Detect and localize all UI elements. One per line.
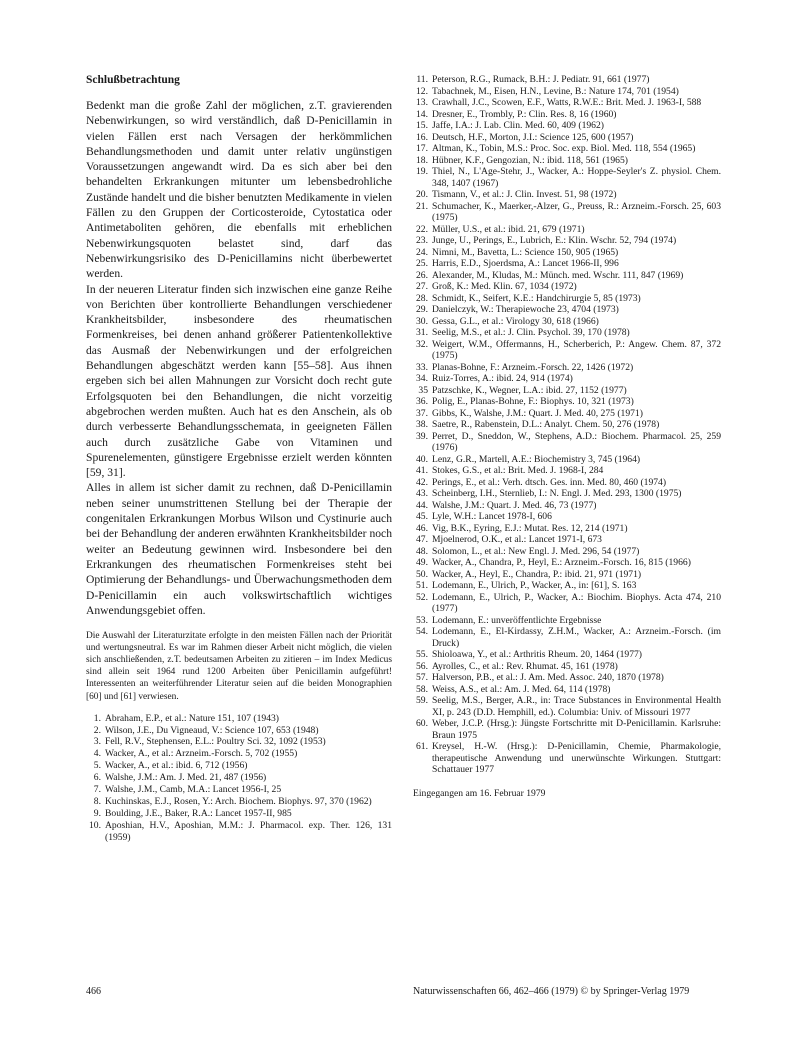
reference-number: 16. [416,131,428,143]
reference-number: 27. [416,281,428,292]
reference-number: 21. [416,200,428,212]
reference-text: Stokes, G.S., et al.: Brit. Med. J. 1968-I, 284 [432,465,604,476]
reference-number: 44. [416,499,428,511]
reference-number: 35 [418,384,428,396]
reference-number: 31. [416,327,428,338]
reference-item [413,235,721,247]
body-paragraph-3: Alles in allem ist sicher damit zu rechnen, daß D-Penicillamin neben seiner unumstrittenen Stellung bei der Therapie der congenitalen Erkrankungen Morbus Wilson und Cystinurie auch bei der Behandlung der anderen erwähnten Krankheitsbilder noch weiter an Bedeutung gewinnen wird. Insbesondere bei den Erkrankungen des rheumatischen Formenkreises steht bei Optimierung der Behandlungs- und Überwachungsmethoden dem D-Penicillamin ein auch volkswirtschaftlich wichtiges Anwendungsgebiet offen. [86,481,392,617]
reference-number: 45. [416,511,428,522]
reference-number: 26. [416,269,428,281]
reference-item [86,736,392,748]
reference-number: 54. [416,626,428,637]
reference-text: Vig, B.K., Eyring, E.J.: Mutat. Res. 12, 214 (1971) [432,522,628,534]
reference-text: Walshe, J.M.: Quart. J. Med. 46, 73 (1977) [432,499,597,511]
reference-text: Danielczyk, W.: Therapiewoche 23, 4704 (1973) [432,304,619,315]
reference-number: 13. [416,97,428,108]
reference-number: 48. [416,545,428,557]
reference-item [86,784,392,796]
reference-number: 53. [416,614,428,626]
reference-text: Walshe, J.M.: Am. J. Med. 21, 487 (1956) [105,772,267,784]
reference-number: 8. [93,796,101,807]
reference-item [413,431,721,454]
reference-item [413,408,721,420]
reference-number: 19. [416,166,428,177]
reference-number: 52. [416,591,428,603]
reference-item [86,748,392,760]
reference-number: 43. [416,488,428,499]
reference-item [413,546,721,558]
reference-item [413,477,721,489]
reference-text: Schmidt, K., Seifert, K.E.: Handchirurgie 5, 85 (1973) [432,292,641,304]
reference-number: 20. [416,189,428,200]
reference-text: Junge, U., Perings, E., Lubrich, E.: Klin. Wschr. 52, 794 (1974) [432,235,677,246]
reference-text: Weigert, W.M., Offermanns, H., Scherberich, P.: Angew. Chem. 87, 372 (1975) [432,338,721,361]
reference-number: 37. [416,407,428,419]
reference-text: Lyle, W.H.: Lancet 1978-I, 606 [432,511,552,522]
reference-text: Lodemann, E., El-Kirdassy, Z.H.M., Wacker, A.: Arzneim.-Forsch. (im Druck) [432,626,721,649]
reference-number: 40. [416,453,428,465]
reference-item [413,569,721,581]
reference-item [413,293,721,305]
reference-text: Lenz, G.R., Martell, A.E.: Biochemistry 3, 745 (1964) [432,453,641,465]
reference-text: Aposhian, H.V., Aposhian, M.M.: J. Pharmacol. exp. Ther. 126, 131 (1959) [105,819,392,843]
reference-number: 18. [416,154,428,166]
reference-item [413,695,721,718]
reference-number: 39. [416,430,428,442]
body-paragraph-1: Bedenkt man die große Zahl der möglichen, z.T. gravierenden Nebenwirkungen, so wird verständlich, daß D-Penicillamin in vielen Fällen erst nach Versagen der herkömmlichen Behandlungsmethoden und damit unter relativ ungünstigen Voraussetzungen angewandt wird. Da es sich aber bei den behandelten Erkrankungen mitunter um lebensbedrohliche Zustände handelt und die bisher benutzten Medikamente in vielen Fällen zu den Gruppen der Corticosteroide, Cytostatica oder Antimetaboliten gehören, die ebenfalls mit erheblichen Nebenwirkungsquoten belastet sind, darf das Nebenwirkungsrisiko des D-Penicillamins nicht überbewertet werden. [86,99,392,281]
reference-text: Alexander, M., Kludas, M.: Münch. med. Wschr. 111, 847 (1969) [432,269,684,281]
reference-item [413,373,721,385]
reference-text: Harris, E.D., Sjoerdsma, A.: Lancet 1966-II, 996 [432,258,619,269]
reference-item [86,796,392,808]
left-column [86,74,392,844]
reference-text: Ayrolles, C., et al.: Rev. Rhumat. 45, 161 (1978) [432,660,618,672]
reference-number: 36. [416,396,428,407]
reference-item [86,808,392,820]
reference-item [413,684,721,696]
reference-item [413,465,721,477]
reference-number: 10. [89,819,101,831]
reference-item [413,718,721,741]
reference-text: Wacker, A., Heyl, E., Chandra, P.: ibid. 21, 971 (1971) [432,568,642,580]
reference-item [413,304,721,316]
reference-text: Mjoelnerod, O.K., et al.: Lancet 1971-I, 673 [432,534,602,545]
reference-item [86,772,392,784]
reference-number: 22. [416,223,428,235]
reference-number: 28. [416,292,428,304]
reference-number: 25. [416,258,428,269]
reference-item [413,109,721,121]
reference-text: Wilson, J.E., Du Vigneaud, V.: Science 107, 653 (1948) [105,724,319,736]
reference-text: Schumacher, K., Maerker,-Alzer, G., Preuss, R.: Arzneim.-Forsch. 25, 603 (1975) [432,200,721,223]
reference-text: Fell, R.V., Stephensen, E.L.: Poultry Sci. 32, 1092 (1953) [105,736,326,748]
reference-text: Shioloawa, Y., et al.: Arthritis Rheum. 20, 1464 (1977) [432,649,642,660]
reference-text: Gessa, G.L., et al.: Virology 30, 618 (1966) [432,315,599,327]
reference-number: 33. [416,361,428,373]
reference-text: Hübner, K.F., Gengozian, N.: ibid. 118, 561 (1965) [432,154,628,166]
reference-number: 14. [416,108,428,120]
reference-text: Gibbs, K., Walshe, J.M.: Quart. J. Med. 40, 275 (1971) [432,407,643,419]
reference-item [413,649,721,661]
reference-item [413,741,721,776]
reference-number: 23. [416,235,428,246]
reference-item [413,454,721,466]
reference-item [413,166,721,189]
reference-item [86,820,392,844]
reference-item [413,488,721,500]
reference-number: 50. [416,568,428,580]
reference-item [413,672,721,684]
reference-number: 46. [416,522,428,534]
reference-text: Halverson, P.B., et al.: J. Am. Med. Assoc. 240, 1870 (1978) [432,672,664,683]
reference-text: Dresner, E., Trombly, P.: Clin. Res. 8, 16 (1960) [432,108,617,120]
reference-text: Planas-Bohne, F.: Arzneim.-Forsch. 22, 1426 (1972) [432,361,634,373]
reference-item [413,626,721,649]
reference-number: 9. [93,807,101,819]
reference-item [413,281,721,293]
reference-number: 12. [416,85,428,97]
reference-text: Groß, K.: Med. Klin. 67, 1034 (1972) [432,281,577,292]
reference-item [413,534,721,546]
reference-list-left [86,713,392,844]
reference-item [413,86,721,98]
reference-text: Scheinberg, I.H., Sternlieb, I.: N. Engl. J. Med. 293, 1300 (1975) [432,488,682,499]
reference-number: 58. [416,683,428,695]
reference-text: Wacker, A., Chandra, P., Heyl, E.: Arzneim.-Forsch. 16, 815 (1966) [432,557,691,568]
reference-text: Perings, E., et al.: Verh. dtsch. Ges. inn. Med. 80, 460 (1974) [432,476,667,488]
reference-number: 6. [93,772,101,784]
reference-text: Peterson, R.G., Rumack, B.H.: J. Pediatr. 91, 661 (1977) [432,74,650,85]
reference-item [413,224,721,236]
reference-number: 3. [93,736,101,748]
reference-number: 38. [416,419,428,430]
reference-text: Thiel, N., L'Age-Stehr, J., Wacker, A.: Hoppe-Seyler's Z. physiol. Chem. 348, 1407 (1967) [432,166,721,189]
reference-number: 29. [416,304,428,315]
reference-item [413,557,721,569]
reference-text: Lodemann, E., Ulrich, P., Wacker, A., in: [61], S. 163 [432,580,637,591]
reference-text: Boulding, J.E., Baker, R.A.: Lancet 1957-II, 985 [105,807,292,819]
reference-text: Kuchinskas, E.J., Rosen, Y.: Arch. Biochem. Biophys. 97, 370 (1962) [105,796,372,807]
reference-number: 51. [416,580,428,591]
reference-number: 49. [416,557,428,568]
reference-item [413,97,721,109]
reference-number: 42. [416,476,428,488]
reference-text: Müller, U.S., et al.: ibid. 21, 679 (1971) [432,223,585,235]
reference-item [413,615,721,627]
reference-item [86,713,392,725]
reference-item [413,500,721,512]
reference-text: Saetre, R., Rabenstein, D.L.: Analyt. Chem. 50, 276 (1978) [432,419,660,430]
reference-text: Tabachnek, M., Eisen, H.N., Levine, B.: Nature 174, 701 (1954) [432,85,679,97]
journal-citation: Naturwissenschaften 66, 462–466 (1979) © by Springer-Verlag 1979 [413,986,690,997]
reference-text: Abraham, E.P., et al.: Nature 151, 107 (1943) [105,712,279,724]
reference-item [413,385,721,397]
reference-number: 2. [93,724,101,736]
reference-item [413,339,721,362]
reference-number: 60. [416,718,428,729]
reference-number: 11. [416,74,428,85]
reference-text: Ruiz-Torres, A.: ibid. 24, 914 (1974) [432,373,573,384]
reference-item [413,511,721,523]
received-date: Eingegangen am 16. Februar 1979 [413,787,546,799]
reference-item [413,189,721,201]
reference-number: 59. [416,695,428,706]
reference-item [413,247,721,259]
reference-number: 4. [93,748,101,760]
reference-number: 55. [416,649,428,660]
reference-item [413,270,721,282]
reference-text: Walshe, J.M., Camb, M.A.: Lancet 1956-I, 25 [105,784,282,796]
reference-number: 34. [416,373,428,384]
reference-item [413,592,721,615]
reference-item [86,725,392,737]
reference-text: Altman, K., Tobin, M.S.: Proc. Soc. exp. Biol. Med. 118, 554 (1965) [432,143,696,154]
reference-text: Polig, E., Planas-Bohne, F.: Biophys. 10, 321 (1973) [432,396,634,407]
reference-item [413,661,721,673]
reference-text: Perret, D., Sneddon, W., Stephens, A.D.: Biochem. Pharmacol. 25, 259 (1976) [432,430,721,453]
right-column [413,74,721,799]
reference-number: 32. [416,338,428,350]
reference-text: Solomon, L., et al.: New Engl. J. Med. 296, 54 (1977) [432,545,640,557]
reference-text: Lodemann, E.: unveröffentlichte Ergebnisse [432,614,602,626]
reference-number: 15. [416,120,428,131]
reference-item [413,327,721,339]
reference-text: Seelig, M.S., Berger, A.R., in: Trace Substances in Environmental Health XI, p. 243 (D.D. Hemphill, ed.). Columbia: Univ. of Missouri 1977 [432,695,721,718]
reference-text: Tismann, V., et al.: J. Clin. Invest. 51, 98 (1972) [432,189,617,200]
reference-text: Crawhall, J.C., Scowen, E.F., Watts, R.W.E.: Brit. Med. J. 1963-I, 588 [432,97,702,108]
reference-item [413,155,721,167]
reference-item [413,523,721,535]
reference-item [413,201,721,224]
reference-text: Kreysel, H.-W. (Hrsg.): D-Penicillamin, Chemie, Pharmakologie, therapeutische Anwendung und unerwünschte Wirkungen. Stuttgart: Schattauer 1977 [432,741,721,775]
reference-item [413,396,721,408]
reference-text: Weber, J.C.P. (Hrsg.): Jüngste Fortschritte mit D-Penicillamin. Karlsruhe: Braun 1975 [432,718,721,741]
reference-number: 17. [416,143,428,154]
reference-number: 61. [416,741,428,752]
reference-item [413,132,721,144]
reference-item [413,419,721,431]
reference-text: Wacker, A., et al.: ibid. 6, 712 (1956) [105,760,248,772]
reference-text: Wacker, A., et al.: Arzneim.-Forsch. 5, 702 (1955) [105,748,298,760]
reference-text: Nimni, M., Bavetta, L.: Science 150, 905 (1965) [432,246,619,258]
reference-text: Jaffe, I.A.: J. Lab. Clin. Med. 60, 409 (1962) [432,120,604,131]
reference-number: 47. [416,534,428,545]
body-paragraph-2: In der neueren Literatur finden sich inzwischen eine ganze Reihe von Berichten über kontrollierte Behandlungen verschiedener Krankheitsbilder, insbesondere des rheumatischen Formenkreises, bei denen anhand größerer Patientenkollektive das Ausmaß der Nebenwirkungen und der erfolgreichen Behandlungen abgeschätzt werden kann [55–58]. Aus ihnen ergeben sich bei allen Mahnungen zur Vorsicht doch recht gute Erfolgsquoten bei den Behandlungen, die nicht vorzeitig abgebrochen werden mußten. Auch hat es den Anschein, als ob durch verbesserte Behandlungsschemata, in geeigneten Fällen auch durch zusätzliche Gabe von Vitaminen und Spurenelementen, günstigere Ergebnisse erzielt werden könnten [59, 31]. [86,282,392,480]
reference-item [413,580,721,592]
reference-item [413,316,721,328]
reference-item [413,120,721,132]
reference-item [413,362,721,374]
reference-item [86,760,392,772]
reference-text: Weiss, A.S., et al.: Am. J. Med. 64, 114 (1978) [432,683,611,695]
reference-number: 41. [416,465,428,476]
reference-item [413,143,721,155]
reference-number: 24. [416,246,428,258]
section-heading: Schlußbetrachtung [86,74,180,86]
reference-number: 1. [93,712,101,724]
reference-list-right [413,74,721,776]
reference-text: Lodemann, E., Ulrich, P., Wacker, A.: Biochim. Biophys. Acta 474, 210 (1977) [432,591,721,614]
reference-text: Patzschke, K., Wegner, L.A.: ibid. 27, 1152 (1977) [432,384,627,396]
reference-text: Deutsch, H.F., Morton, J.I.: Science 125, 600 (1957) [432,131,634,143]
reference-text: Seelig, M.S., et al.: J. Clin. Psychol. 39, 170 (1978) [432,327,630,338]
reference-item [413,258,721,270]
reference-number: 7. [93,784,101,796]
literature-note: Die Auswahl der Literaturzitate erfolgte in den meisten Fällen nach der Priorität und wertungsneutral. Es war im Rahmen dieser Arbeit nicht möglich, die vielen sich anschließenden, z.T. bedeutsamen Arbeiten zu zitieren – im Index Medicus sind allein seit 1964 rund 1200 Arbeiten über Penicillamin aufgeführt! Interessenten an weiterführender Literatur seien auf die beiden Monographien [60] und [61] verwiesen. [86,631,392,702]
reference-number: 56. [416,660,428,672]
reference-number: 30. [416,315,428,327]
reference-number: 5. [93,760,101,772]
reference-number: 57. [416,672,428,683]
page-number: 466 [86,986,101,997]
reference-item [413,74,721,86]
